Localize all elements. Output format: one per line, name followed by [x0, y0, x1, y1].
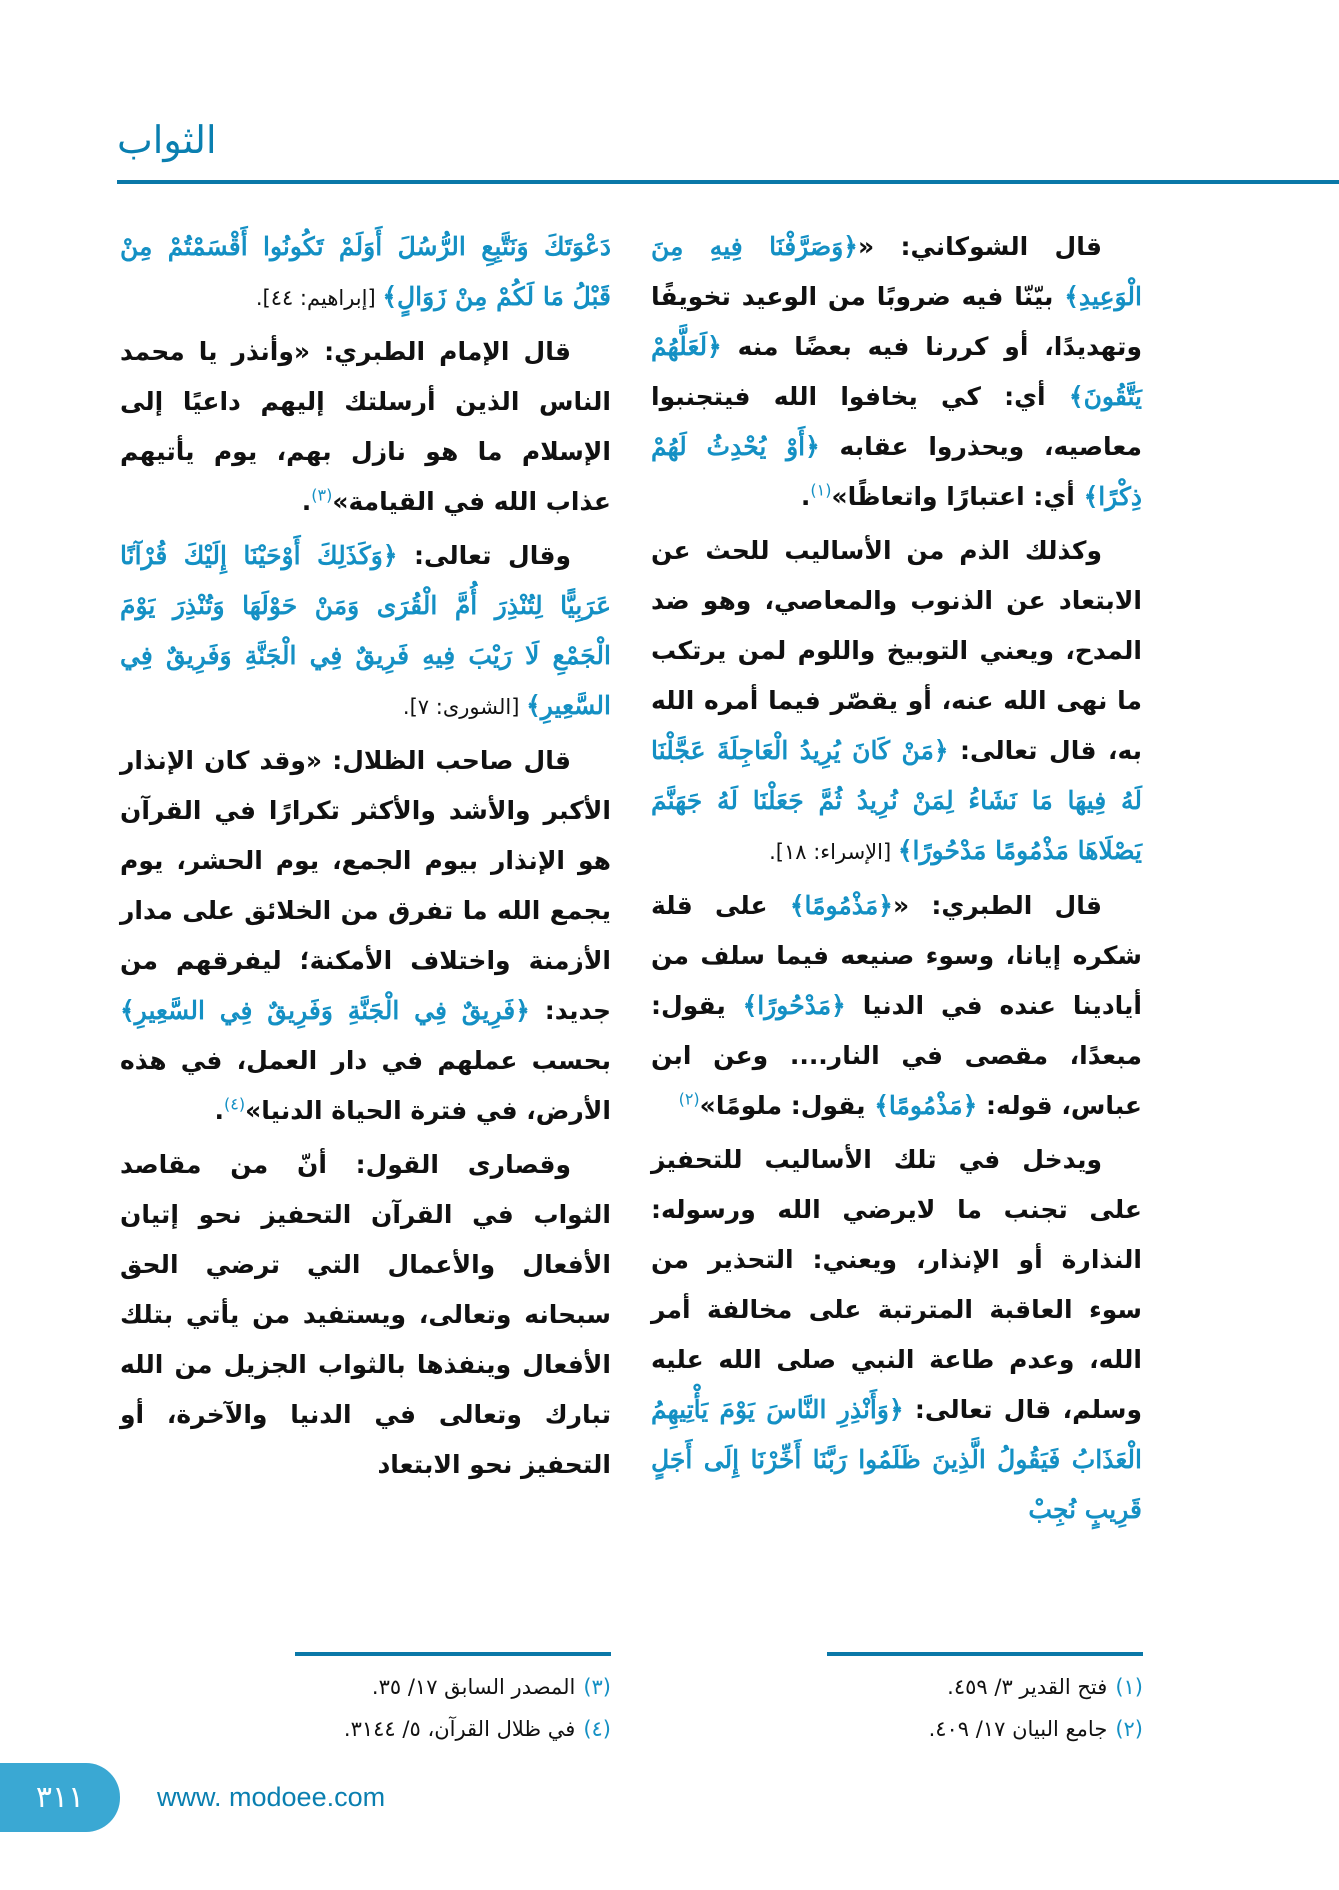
- chapter-title: الثواب: [117, 118, 217, 162]
- footnote-number: (٢): [1115, 1717, 1143, 1741]
- footnote-3: [295, 1666, 611, 1708]
- footnote-marker: (٣): [311, 485, 333, 505]
- body-text: بحسب عملهم في دار العمل، في هذه الأرض، في فترة الحياة الدنيا»: [120, 1046, 611, 1125]
- paragraph: [120, 531, 611, 732]
- paragraph: [120, 1140, 611, 1490]
- quran-verse: ﴿أَوْ يُحْدِثُ لَهُمْ ذِكْرًا﴾: [651, 432, 1142, 511]
- footnote-marker: (٢): [678, 1089, 700, 1109]
- body-text: قال الإمام الطبري: «وأنذر يا محمد الناس الذين أرسلتك إليهم داعيًا إلى الإسلام ما هو نازل بهم، يوم يأتيهم عذاب الله في القيامة»: [120, 337, 611, 516]
- footnotes-left: [295, 1666, 611, 1750]
- body-text: أي: اعتبارًا واتعاظًا»: [831, 482, 1084, 511]
- quran-verse: ﴿وَأَنْذِرِ النَّاسَ يَوْمَ يَأْتِيهِمُ الْعَذَابُ فَيَقُولُ الَّذِينَ ظَلَمُوا رَبَّنَا أَخِّرْنَا إِلَى أَجَلٍ قَرِيبٍ نُجِبْ: [651, 1395, 1142, 1524]
- right-text-column: [651, 222, 1142, 1539]
- paragraph: [120, 327, 611, 527]
- footnote-text: فتح القدير ٣/ ٤٥٩.: [947, 1675, 1108, 1699]
- paragraph: [120, 736, 611, 1136]
- quran-verse: ﴿مَدْحُورًا﴾: [742, 991, 846, 1020]
- quran-verse: ﴿لَعَلَّهُمْ يَتَّقُونَ﴾: [651, 332, 1142, 411]
- quran-verse: دَعْوَتَكَ وَنَتَّبِعِ الرُّسُلَ أَوَلَمْ تَكُونُوا أَقْسَمْتُمْ مِنْ قَبْلُ مَا لَكُمْ مِنْ زَوَالٍ﴾: [120, 232, 611, 311]
- footnote-marker: (١): [810, 480, 832, 500]
- footnote-number: (٣): [583, 1675, 611, 1699]
- paragraph: [651, 526, 1142, 877]
- quran-verse: ﴿مَذْمُومًا﴾: [789, 891, 893, 920]
- body-text: وكذلك الذم من الأساليب للحث عن الابتعاد عن الذنوب والمعاصي، وهو ضد المدح، ويعني التوبيخ واللوم لمن يرتكب ما نهى الله عنه، أو يقصّر فيما أمره الله به، قال تعالى:: [651, 536, 1142, 765]
- left-text-column: [120, 222, 611, 1494]
- footnote-number: (١): [1115, 1675, 1143, 1699]
- body-text: قال الطبري: «: [892, 891, 1103, 920]
- body-text: يقول: مبعدًا، مقصى في النار.... وعن ابن عباس، قوله:: [651, 991, 1142, 1120]
- verse-reference: [الإسراء: ١٨].: [769, 840, 898, 864]
- body-text: وقصارى القول: أنّ من مقاصد الثواب في القرآن التحفيز نحو إتيان الأفعال والأعمال التي ترضي الحق سبحانه وتعالى، ويستفيد من يأتي بتلك الأفعال وينفذها بالثواب الجزيل من الله تبارك وتعالى في الدنيا والآخرة، أو التحفيز نحو الابتعاد: [120, 1150, 611, 1479]
- footnote-4: [295, 1708, 611, 1750]
- footnotes-right: [827, 1666, 1143, 1750]
- header-divider: [117, 180, 1339, 184]
- footnote-text: جامع البيان ١٧/ ٤٠٩.: [928, 1717, 1108, 1741]
- body-text: أي: كي يخافوا الله فيتجنبوا معاصيه، ويحذروا عقابه: [651, 382, 1142, 461]
- body-text: ويدخل في تلك الأساليب للتحفيز على تجنب ما لايرضي الله ورسوله: النذارة أو الإنذار، ويعني: التحذير من سوء العاقبة المترتبة على مخالفة أمر الله، وعدم طاعة النبي صلى الله عليه وسلم، قال تعالى:: [651, 1145, 1142, 1424]
- quran-verse: ﴿مَنْ كَانَ يُرِيدُ الْعَاجِلَةَ عَجَّلْنَا لَهُ فِيهَا مَا نَشَاءُ لِمَنْ نُرِيدُ ثُمَّ جَعَلْنَا لَهُ جَهَنَّمَ يَصْلَاهَا مَذْمُومًا مَدْحُورًا﴾: [651, 736, 1142, 865]
- body-text: قال الشوكاني: «: [857, 232, 1102, 261]
- quran-verse: ﴿وَصَرَّفْنَا فِيهِ مِنَ الْوَعِيدِ﴾: [651, 232, 1142, 311]
- footnote-divider-right: [827, 1652, 1143, 1656]
- paragraph: [120, 222, 611, 323]
- paragraph: [651, 222, 1142, 522]
- page-number: ٣١١: [0, 1763, 120, 1832]
- quran-verse: ﴿مَذْمُومًا﴾: [874, 1091, 978, 1120]
- body-text: .: [301, 487, 312, 516]
- body-text: يقول: ملومًا»: [699, 1091, 875, 1120]
- footnote-divider-left: [295, 1652, 611, 1656]
- paragraph: [651, 1135, 1142, 1535]
- paragraph: [651, 881, 1142, 1131]
- body-text: قال صاحب الظلال: «وقد كان الإنذار الأكبر والأشد والأكثر تكرارًا في القرآن هو الإنذار بيوم الجمع، يوم الحشر، يوم يجمع الله ما تفرق من الخلائق على مدار الأزمنة واختلاف الأمكنة؛ ليفرقهم من جديد:: [120, 746, 611, 1025]
- footnote-number: (٤): [583, 1717, 611, 1741]
- footnote-1: [827, 1666, 1143, 1708]
- footnote-text: في ظلال القرآن، ٥/ ٣١٤٤.: [343, 1717, 576, 1741]
- quran-verse: ﴿فَرِيقٌ فِي الْجَنَّةِ وَفَرِيقٌ فِي السَّعِيرِ﴾: [120, 996, 530, 1025]
- body-text: .: [214, 1096, 224, 1125]
- body-text: على قلة شكره إيانا، وسوء صنيعه فيما سلف من أيادينا عنده في الدنيا: [651, 891, 1142, 1020]
- quran-verse: ﴿وَكَذَلِكَ أَوْحَيْنَا إِلَيْكَ قُرْآنًا عَرَبِيًّا لِتُنْذِرَ أُمَّ الْقُرَى وَمَنْ حَوْلَهَا وَتُنْذِرَ يَوْمَ الْجَمْعِ لَا رَيْبَ فِيهِ فَرِيقٌ فِي الْجَنَّةِ وَفَرِيقٌ فِي السَّعِيرِ﴾: [120, 541, 611, 720]
- verse-reference: [إبراهيم: ٤٤].: [255, 286, 383, 310]
- footnote-2: [827, 1708, 1143, 1750]
- website-link[interactable]: www. modoee.com: [157, 1782, 386, 1812]
- footnote-marker: (٤): [223, 1094, 246, 1114]
- verse-reference: [الشورى: ٧].: [402, 695, 527, 719]
- body-text: .: [800, 482, 811, 511]
- footnote-text: المصدر السابق ١٧/ ٣٥.: [371, 1675, 576, 1699]
- body-text: وقال تعالى:: [397, 541, 571, 570]
- body-text: بيّنّا فيه ضروبًا من الوعيد تخويفًا وتهديدًا، أو كررنا فيه بعضًا منه: [651, 282, 1142, 361]
